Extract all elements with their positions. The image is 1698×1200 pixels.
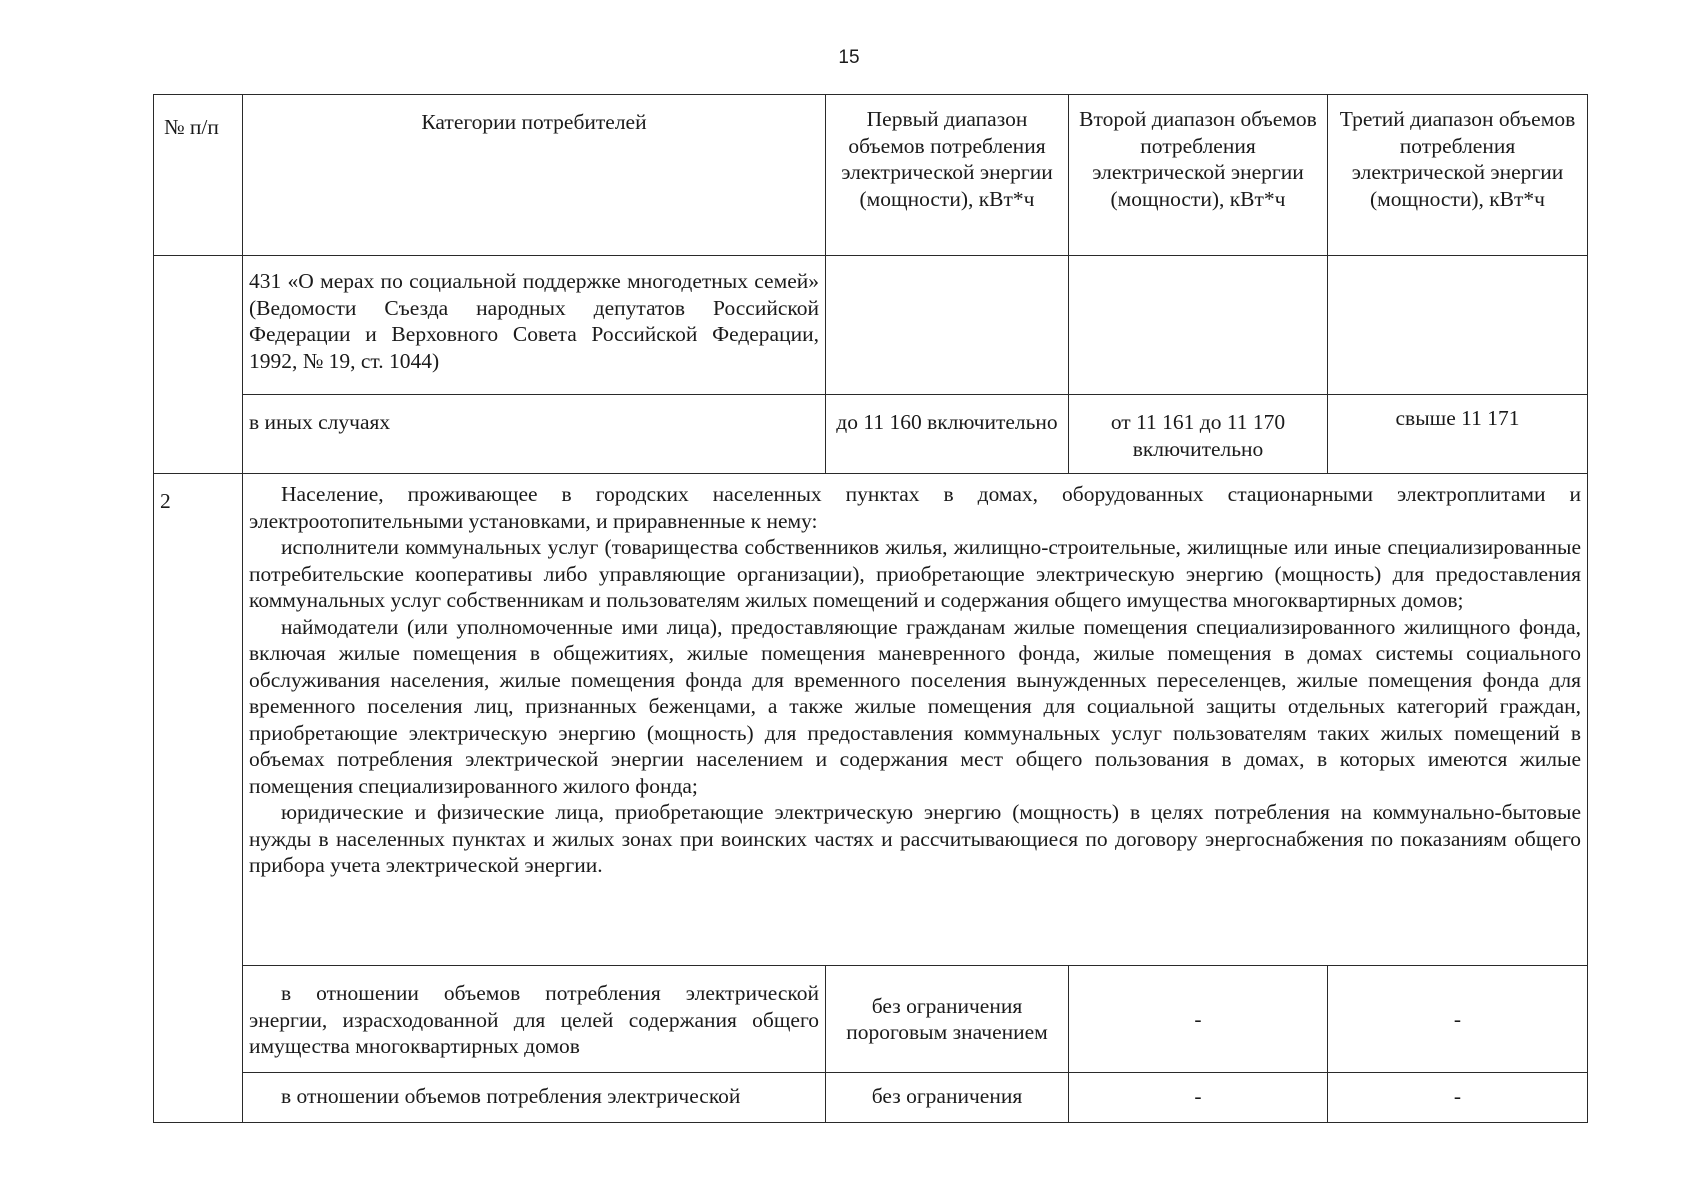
table-row-continuation bbox=[154, 256, 1588, 395]
common-property-range3: - bbox=[1328, 966, 1588, 1073]
empty-cell bbox=[1328, 256, 1588, 395]
common-property-range1: без ограничения пороговым значением bbox=[826, 966, 1069, 1073]
num-cell-empty bbox=[154, 256, 243, 474]
section-num: 2 bbox=[154, 474, 243, 1123]
common-property-range2: - bbox=[1069, 966, 1328, 1073]
other-cases-range2: от 11 161 до 11 170 включительно bbox=[1069, 395, 1328, 474]
common-property-text: в отношении объемов потребления электрической энергии, израсходованной для целей содержания общего имущества многоквартирных домов bbox=[249, 981, 819, 1058]
tariff-table bbox=[153, 94, 1588, 1123]
empty-cell bbox=[826, 256, 1069, 395]
paragraph: наймодатели (или уполномоченные ими лица), предоставляющие гражданам жилые помещения специализированного жилищного фонда, включая жилые помещения в общежитиях, жилые помещения маневренного фонда, жилые помещения в домах системы социального обслуживания населения, жилые помещения фонда для временного поселения вынужденных переселенцев, жилые помещения фонда для временного поселения лиц, признанных беженцами, а также жилые помещения для социальной защиты отдельных категорий граждан, приобретающие электрическую энергию (мощность) для предоставления коммунальных услуг пользователям таких жилых помещений в объемах потребления электрической энергии населением и содержания мест общего пользования в домах, в которых имеются жилые помещения специализированного жилого фонда; bbox=[249, 614, 1581, 798]
last-row-range3: - bbox=[1328, 1073, 1588, 1123]
other-cases-label: в иных случаях bbox=[243, 395, 826, 474]
last-row-range1: без ограничения bbox=[826, 1073, 1069, 1123]
paragraph: исполнители коммунальных услуг (товарищества собственников жилья, жилищно-строительные, жилищные или иные специализированные потребительские кооперативы либо управляющие организации), приобретающие электрическую энергию (мощность) для предоставления коммунальных услуг собственникам и пользователям жилых помещений и содержания общего имущества многоквартирных домов; bbox=[249, 535, 1581, 612]
last-row-label bbox=[243, 1073, 826, 1123]
header-row bbox=[154, 95, 1588, 256]
paragraph: Население, проживающее в городских населенных пунктах в домах, оборудованных стационарными электроплитами и электроотопительными установками, и приравненные к нему: bbox=[249, 482, 1581, 533]
table-row-common-property bbox=[154, 966, 1588, 1073]
header-range1: Первый диапазон объемов потребления электрической энергии (мощности), кВт*ч bbox=[826, 95, 1069, 256]
header-range2: Второй диапазон объемов потребления электрической энергии (мощности), кВт*ч bbox=[1069, 95, 1328, 256]
last-row-text: в отношении объемов потребления электрической bbox=[281, 1084, 741, 1108]
page-number: 15 bbox=[838, 47, 860, 68]
table-row-last bbox=[154, 1073, 1588, 1123]
header-num: № п/п bbox=[154, 95, 243, 256]
continuation-text: 431 «О мерах по социальной поддержке многодетных семей» (Ведомости Съезда народных депутатов Российской Федерации и Верховного Совета Российской Федерации, 1992, № 19, ст. 1044) bbox=[243, 256, 826, 395]
table-row-other-cases bbox=[154, 395, 1588, 474]
other-cases-range3: свыше 11 171 bbox=[1328, 395, 1588, 474]
common-property-label bbox=[243, 966, 826, 1073]
other-cases-range1: до 11 160 включительно bbox=[826, 395, 1069, 474]
header-range3: Третий диапазон объемов потребления электрической энергии (мощности), кВт*ч bbox=[1328, 95, 1588, 256]
last-row-range2: - bbox=[1069, 1073, 1328, 1123]
empty-cell bbox=[1069, 256, 1328, 395]
paragraph: юридические и физические лица, приобретающие электрическую энергию (мощность) в целях потребления на коммунально-бытовые нужды в населенных пунктах и жилых зонах при воинских частях и рассчитывающиеся по договору энергоснабжения по показаниям общего прибора учета электрической энергии. bbox=[249, 800, 1581, 877]
table-row-section2 bbox=[154, 474, 1588, 966]
header-category: Категории потребителей bbox=[243, 95, 826, 256]
section2-description bbox=[243, 474, 1588, 966]
